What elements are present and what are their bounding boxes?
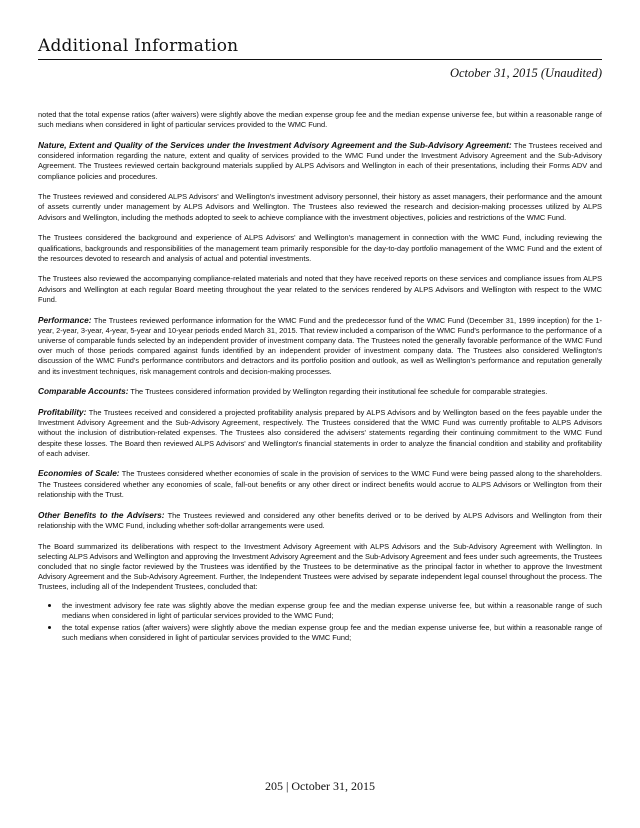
paragraph bbox=[38, 386, 602, 397]
paragraph bbox=[38, 191, 602, 223]
paragraph-text: The Trustees also reviewed the accompanying compliance-related materials and noted that they have received reports on these services and compliance issues from ALPS Advisors and Wellington at each regular Board meeting throughout the year related to the services rendered by ALPS Advisors and Wellington with respect to the WMC Fund. bbox=[38, 274, 602, 304]
paragraph-lead: Other Benefits to the Advisers: bbox=[38, 509, 165, 520]
paragraph-text: noted that the total expense ratios (after waivers) were slightly above the median expense group fee and the median expense universe fee, but within a reasonable range of such medians when considered in light of particular services provided to the WMC Fund. bbox=[38, 110, 602, 130]
paragraph bbox=[38, 541, 602, 593]
paragraph-text: The Trustees received and considered a projected profitability analysis prepared by ALPS Advisors and by Wellington based on the fees payable under the Investment Advisory Agreement and the Sub-Advisory Agreement, respectively. The Trustees considered that the WMC Fund was currently profitable to ALPS Advisors without the inclusion of distribution-related expenses. The Trustees also considered the advisers' statements regarding their continuing commitment to the WMC Fund despite these losses. The Board then reviewed ALPS Advisors' and Wellington's financial statements in order to analyze the financial condition and stability and profitability of each adviser. bbox=[38, 407, 602, 458]
paragraph-text: The Trustees reviewed and considered ALPS Advisors' and Wellington's investment advisory personnel, their history as asset managers, their performance and the amount of assets currently under management by ALPS Advisors and Wellington. The Trustees also reviewed the research and decision-making processes utilized by ALPS Advisors and Wellington, including the methods adopted to seek to achieve compliance with the investment objectives, policies and restrictions of the WMC Fund. bbox=[38, 192, 602, 222]
page-number: 205 bbox=[264, 779, 283, 793]
paragraph bbox=[38, 273, 602, 305]
paragraph bbox=[38, 468, 602, 500]
conclusion-list bbox=[38, 601, 602, 644]
paragraph-lead: Economies of Scale: bbox=[38, 468, 120, 479]
paragraph bbox=[38, 407, 602, 459]
paragraph-lead: Performance: bbox=[38, 314, 92, 325]
footer-separator: | bbox=[285, 779, 289, 793]
body-text bbox=[38, 109, 602, 645]
paragraph-text: The Trustees considered whether economies of scale in the provision of services to the WMC Fund were being passed along to the shareholders. The Trustees considered whether any economies of scale, fall-out benefits or any other direct or indirect benefits would accrue to ALPS Advisors or Wellington from their relationship with the Trust. bbox=[38, 469, 603, 499]
page-footer bbox=[0, 779, 640, 794]
page-heading: Additional Information bbox=[38, 36, 239, 56]
list-item: the total expense ratios (after waivers) were slightly above the median expense group fee and the median expense universe fee, but within a reasonable range of such medians when considered in light of particular services provided to the WMC Fund; bbox=[38, 623, 602, 643]
paragraph-text: The Trustees reviewed and considered any other benefits derived or to be derived by ALPS Advisors and Wellington from their relationship with the WMC Fund, including whether soft-dollar arrangements were used. bbox=[38, 510, 602, 530]
paragraph-lead: Profitability: bbox=[38, 406, 87, 417]
paragraph-text: The Trustees reviewed performance information for the WMC Fund and the predecessor fund of the WMC Fund (December 31, 1999 inception) for the 1-year, 2-year, 3-year, 4-year, 5-year and 10-year periods ended March 31, 2015. That review included a comparison of the WMC Fund's performance to the performance of a universe of comparable funds selected by an independent provider of investment company data. The Trustees noted the generally favorable performance of the WMC Fund over much of those periods compared against funds identified by an independent provider of investment company data. The Trustees also considered Wellington's discussion of the WMC Fund's performance contributors and detractors and its portfolio position and outlook, as well as Wellington's performance and reputation generally and its investment techniques, risk management controls and decision-making processes. bbox=[38, 315, 602, 376]
header-divider bbox=[38, 59, 602, 60]
paragraph bbox=[38, 109, 602, 130]
paragraph-lead: Nature, Extent and Quality of the Services under the Investment Advisory Agreement and the Sub-Advisory Agreement: bbox=[38, 139, 512, 150]
paragraph-text: The Board summarized its deliberations with respect to the Investment Advisory Agreement with ALPS Advisors and the Sub-Advisory Agreement with Wellington. In selecting ALPS Advisors and Wellington and approving the Investment Advisory Agreement and the Sub-Advisory Agreement and fees under such agreements, the Trustees concluded that no single factor reviewed by the Trustees was identified by the Trustees to be determinative as the principal factor in whether to approve the Investment Advisory Agreement and the Sub-Advisory Agreement. Further, the Independent Trustees were advised by separate independent legal counsel throughout the process. The Trustees, including all of the Independent Trustees, concluded that: bbox=[38, 541, 602, 592]
paragraph-text: The Trustees received and considered information regarding the nature, extent and quality of services provided to the WMC Fund under the Investment Advisory Agreement and the Sub-Advisory Agreement. The Trustees reviewed certain background materials supplied by ALPS Advisors and Wellington in each of their presentations, including their Forms ADV and compliance policies and procedures. bbox=[38, 140, 602, 181]
paragraph bbox=[38, 140, 602, 182]
paragraph-lead: Comparable Accounts: bbox=[38, 386, 129, 397]
paragraph bbox=[38, 232, 602, 264]
paragraph-text: The Trustees considered the background and experience of ALPS Advisors' and Wellington's management in connection with the WMC Fund, including reviewing the qualifications, backgrounds and responsibilities of the management team primarily responsible for the day-to-day portfolio management of the WMC Fund and the extent of the resources devoted to research and analysis of actual and potential investments. bbox=[38, 233, 602, 263]
footer-date: October 31, 2015 bbox=[291, 779, 376, 793]
paragraph-text: The Trustees considered information provided by Wellington regarding their institutional fee schedule for comparable strategies. bbox=[128, 387, 548, 397]
report-date: October 31, 2015 (Unaudited) bbox=[449, 66, 602, 80]
list-item: the investment advisory fee rate was slightly above the median expense group fee and the median expense universe fee, but within a reasonable range of such medians when considered in light of particular services provided to the WMC Fund; bbox=[38, 601, 602, 621]
paragraph bbox=[38, 510, 602, 531]
paragraph bbox=[38, 315, 602, 377]
